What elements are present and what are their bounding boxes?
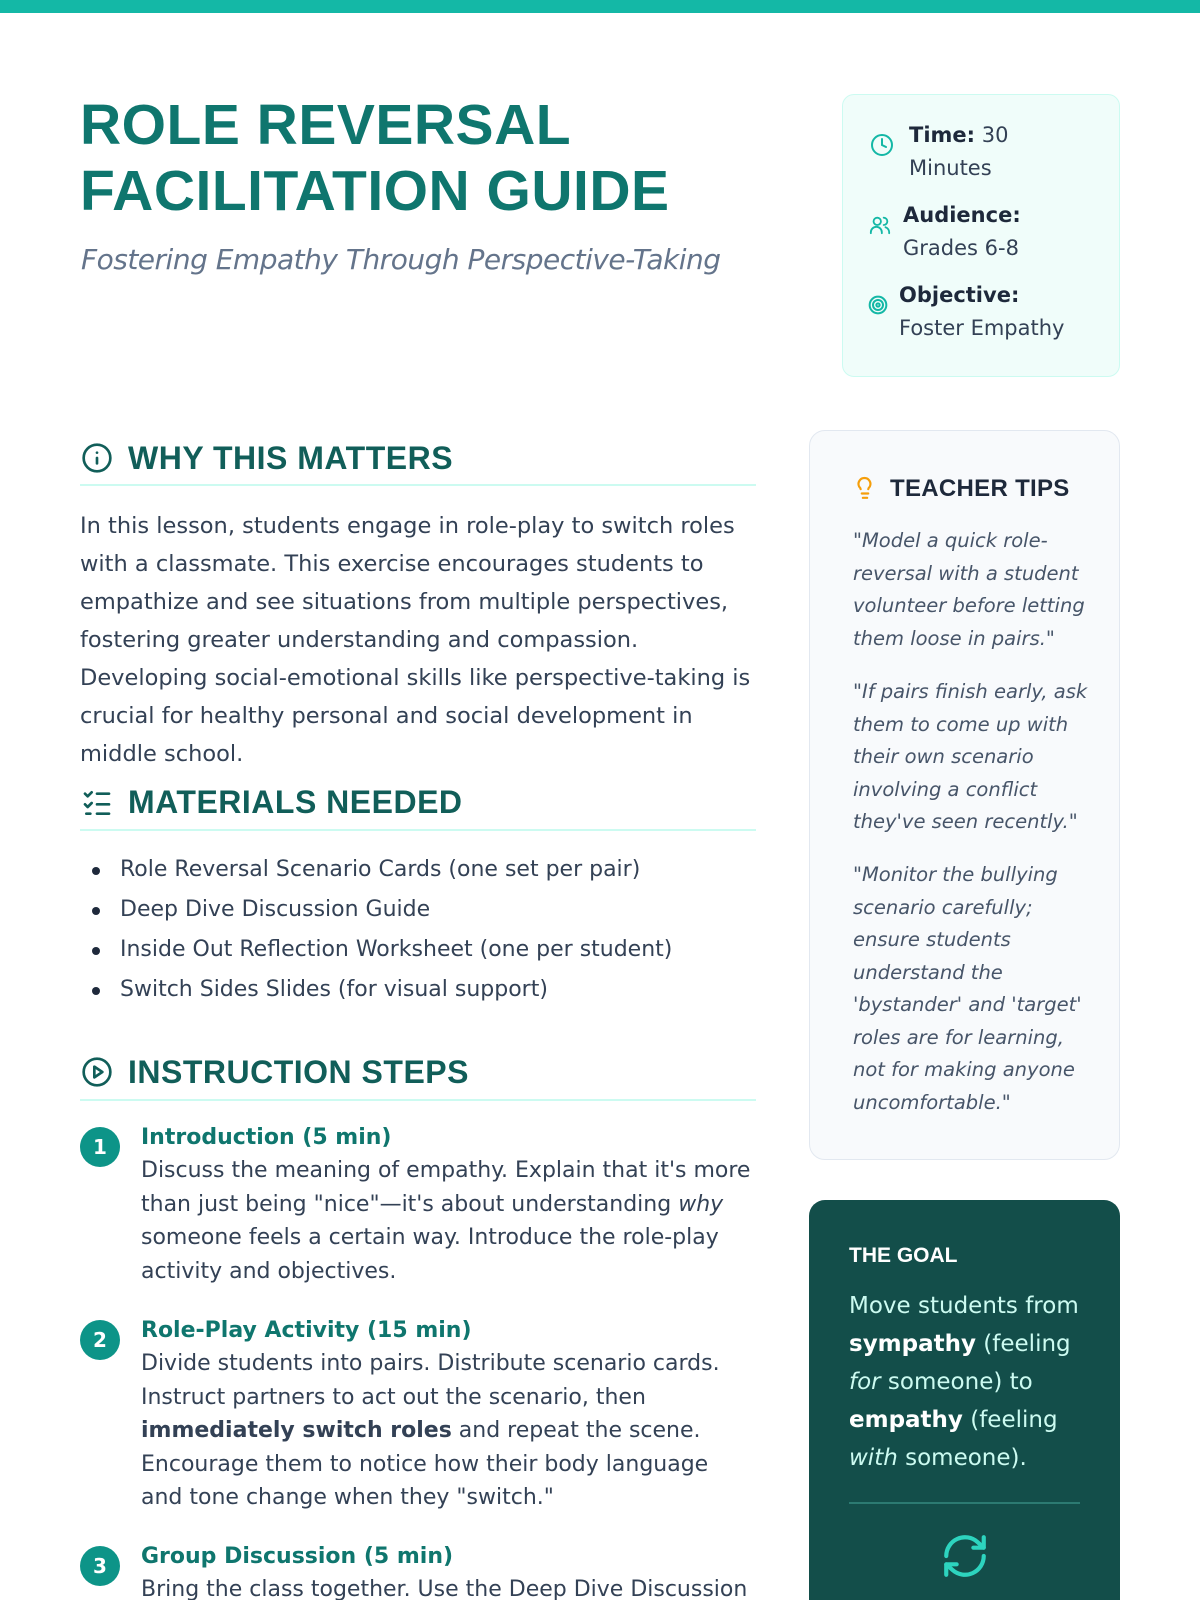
teacher-tip: "Monitor the bullying scenario carefully; ensure students understand the 'bystander' and 'target' roles are for learning, not for making anyone uncomfortable." [853,863,1082,1114]
step-title: Group Discussion (5 min) [141,1544,454,1569]
info-icon [80,441,114,475]
section-steps-heading [80,1045,756,1101]
section-materials-heading [80,776,756,831]
clock-icon [869,132,895,158]
meta-time [869,119,1109,185]
why-paragraph: In this lesson, students engage in role-play to switch roles with a classmate. This exercise encourages students to empathize and see situations from multiple perspectives, fostering greater understanding and compassion. Developing social-emotional skills like perspective-taking is crucial for healthy personal and social development in middle school. [80,513,751,767]
meta-audience-value: Grades 6-8 [903,236,1019,260]
meta-time-value: 30 [981,123,1009,147]
checklist-icon [80,786,114,820]
title-line-2: FACILITATION GUIDE [80,159,670,223]
section-steps-title: INSTRUCTION STEPS [128,1053,469,1090]
instruction-step [80,1540,760,1600]
step-title: Introduction (5 min) [141,1125,392,1150]
title-line-1: ROLE REVERSAL [80,93,572,157]
meta-time-unit: Minutes [909,156,992,180]
step-body: Discuss the meaning of empathy. Explain that it's more than just being "nice"—it's about understanding why someone feels a certain way. Introduce the role-play activity and objectives. [141,1158,751,1284]
instruction-step [80,1121,760,1291]
page-title [80,92,780,224]
meta-objective-label: Objective: [899,283,1020,307]
list-item: Switch Sides Slides (for visual support) [80,970,760,1010]
goal-label: THE GOAL [849,1244,958,1267]
section-materials-title: MATERIALS NEEDED [128,784,463,820]
section-why-heading [80,432,756,486]
goal-card [809,1200,1120,1600]
materials-list [80,850,760,1010]
step-title: Role-Play Activity (15 min) [141,1318,472,1343]
list-item: Role Reversal Scenario Cards (one set per pair) [80,850,760,890]
target-icon [865,292,891,318]
step-number-badge: 1 [80,1127,120,1167]
lightbulb-icon [852,473,878,505]
meta-audience-label: Audience: [903,203,1021,227]
step-body: Divide students into pairs. Distribute scenario cards. Instruct partners to act out the scenario, then immediately switch roles and repeat the scene. Encourage them to notice how their body language and tone change when they "switch." [141,1351,720,1510]
step-body: Bring the class together. Use the Deep Dive Discussion [141,1577,748,1600]
play-circle-icon [80,1055,114,1089]
teacher-tip: "Model a quick role-reversal with a student volunteer before letting them loose in pairs." [853,529,1085,650]
refresh-cycle-icon [940,1531,990,1581]
tips-heading [852,473,1070,505]
goal-divider [849,1502,1080,1504]
page-subtitle: Fostering Empathy Through Perspective-Taking [81,243,721,276]
list-item: Inside Out Reflection Worksheet (one per student) [80,930,760,970]
meta-objective [865,279,1109,345]
meta-time-label: Time: [909,123,976,147]
meta-objective-value: Foster Empathy [899,316,1065,340]
step-number-badge: 3 [80,1546,120,1586]
teacher-tips-card [809,430,1120,1160]
list-item: Deep Dive Discussion Guide [80,890,760,930]
tips-title: TEACHER TIPS [890,475,1070,502]
users-icon [867,212,893,238]
goal-text: Move students from sympathy (feeling for someone) to empathy (feeling with someone). [849,1293,1079,1471]
section-why-title: WHY THIS MATTERS [128,439,454,476]
lesson-meta-card [842,94,1120,377]
meta-audience [867,199,1103,265]
step-number-badge: 2 [80,1320,120,1360]
instruction-step [80,1314,760,1519]
top-accent-bar [0,0,1200,13]
teacher-tip: "If pairs finish early, ask them to come up with their own scenario involving a conflict they've seen recently." [853,680,1088,833]
